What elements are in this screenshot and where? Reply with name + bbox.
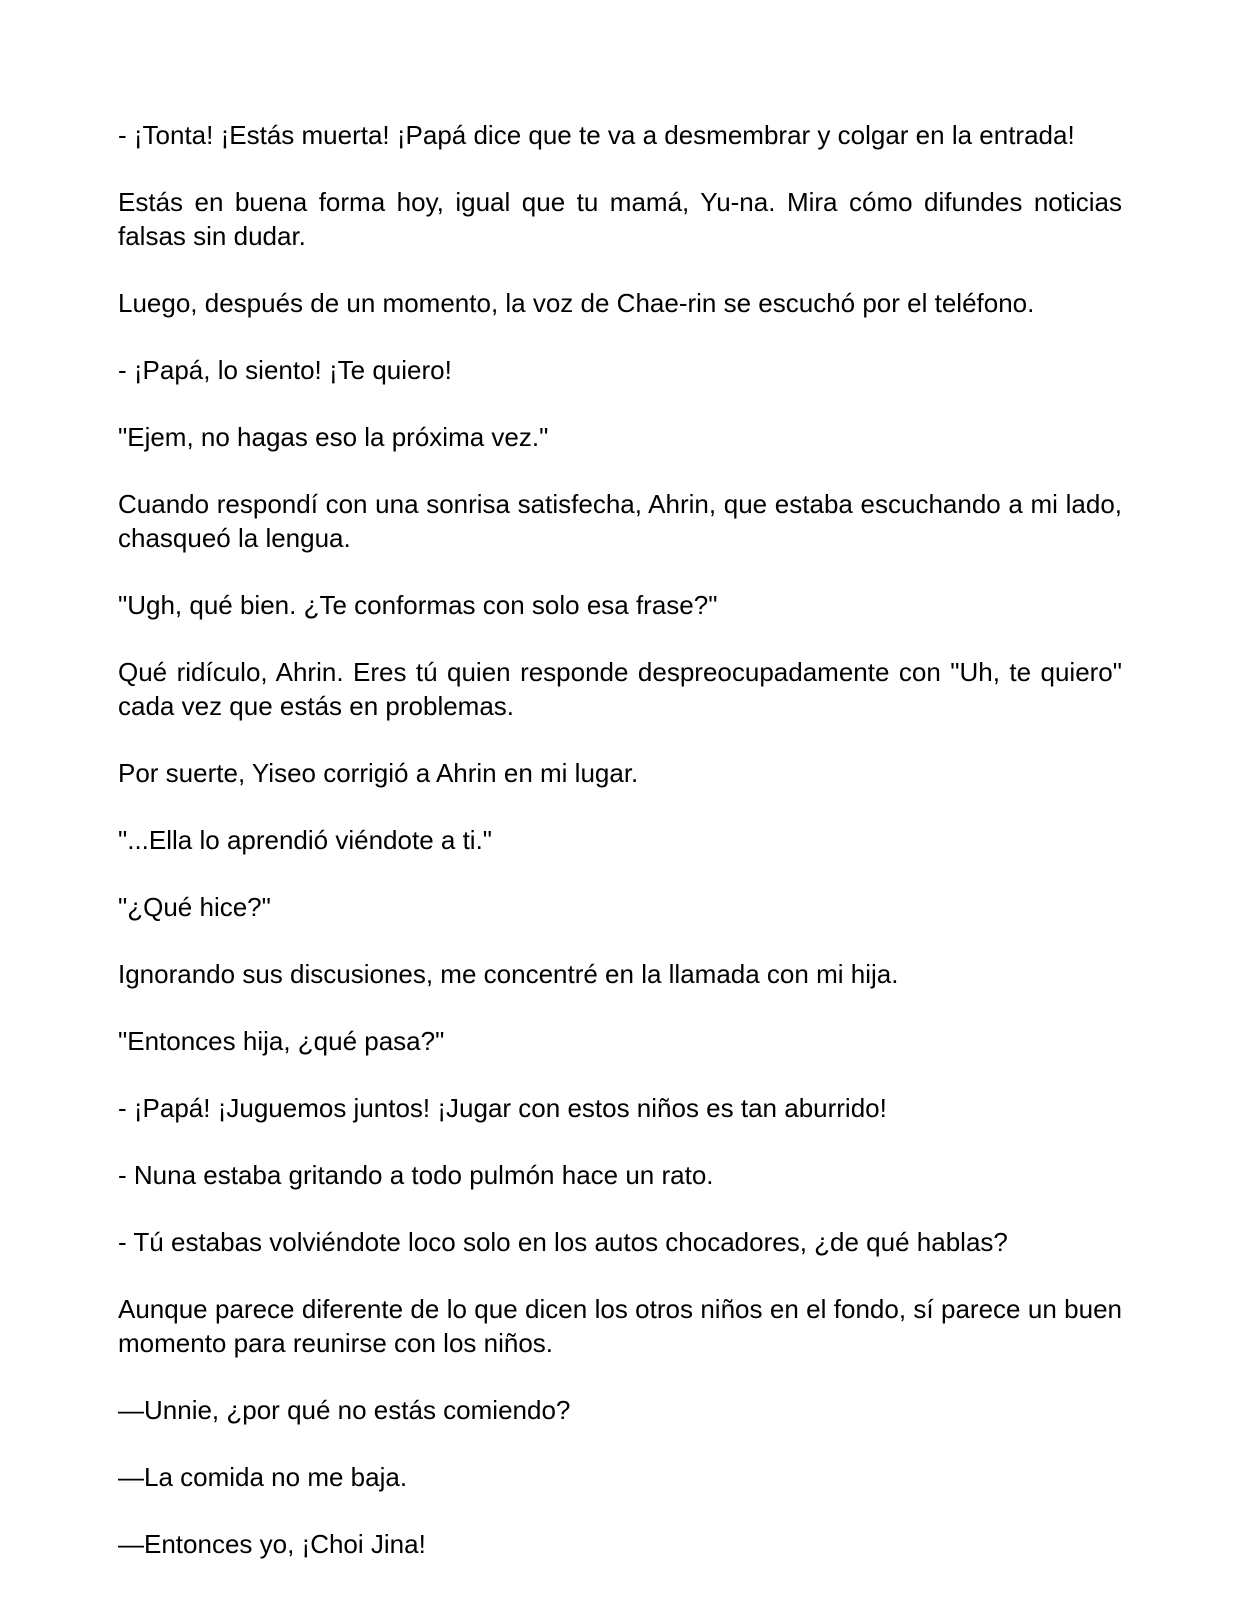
paragraph: Ignorando sus discusiones, me concentré en la llamada con mi hija. bbox=[118, 959, 899, 989]
paragraph: —Entonces yo, ¡Choi Jina! bbox=[118, 1529, 426, 1559]
paragraph: "...Ella lo aprendió viéndote a ti." bbox=[118, 825, 493, 855]
paragraph: Cuando respondí con una sonrisa satisfecha, Ahrin, que estaba escuchando a mi lado, chasqueó la lengua. bbox=[118, 489, 1122, 553]
paragraph: "Entonces hija, ¿qué pasa?" bbox=[118, 1026, 445, 1056]
document-page bbox=[118, 118, 1122, 1561]
paragraph: "Ugh, qué bien. ¿Te conformas con solo esa frase?" bbox=[118, 590, 718, 620]
paragraph: Por suerte, Yiseo corrigió a Ahrin en mi lugar. bbox=[118, 758, 639, 788]
paragraph: - Tú estabas volviéndote loco solo en los autos chocadores, ¿de qué hablas? bbox=[118, 1227, 1008, 1257]
paragraph: Aunque parece diferente de lo que dicen los otros niños en el fondo, sí parece un buen momento para reunirse con los niños. bbox=[118, 1294, 1122, 1358]
paragraph: Qué ridículo, Ahrin. Eres tú quien responde despreocupadamente con "Uh, te quiero" cada vez que estás en problemas. bbox=[118, 657, 1122, 721]
paragraph: "¿Qué hice?" bbox=[118, 892, 271, 922]
paragraph: —La comida no me baja. bbox=[118, 1462, 408, 1492]
paragraph: Luego, después de un momento, la voz de Chae-rin se escuchó por el teléfono. bbox=[118, 288, 1035, 318]
paragraph: "Ejem, no hagas eso la próxima vez." bbox=[118, 422, 549, 452]
paragraph: - Nuna estaba gritando a todo pulmón hace un rato. bbox=[118, 1160, 714, 1190]
paragraph: - ¡Papá, lo siento! ¡Te quiero! bbox=[118, 355, 452, 385]
paragraph: - ¡Papá! ¡Juguemos juntos! ¡Jugar con estos niños es tan aburrido! bbox=[118, 1093, 887, 1123]
paragraph: - ¡Tonta! ¡Estás muerta! ¡Papá dice que te va a desmembrar y colgar en la entrada! bbox=[118, 120, 1075, 150]
paragraph: —Unnie, ¿por qué no estás comiendo? bbox=[118, 1395, 571, 1425]
paragraph: Estás en buena forma hoy, igual que tu mamá, Yu-na. Mira cómo difundes noticias falsas sin dudar. bbox=[118, 187, 1122, 251]
